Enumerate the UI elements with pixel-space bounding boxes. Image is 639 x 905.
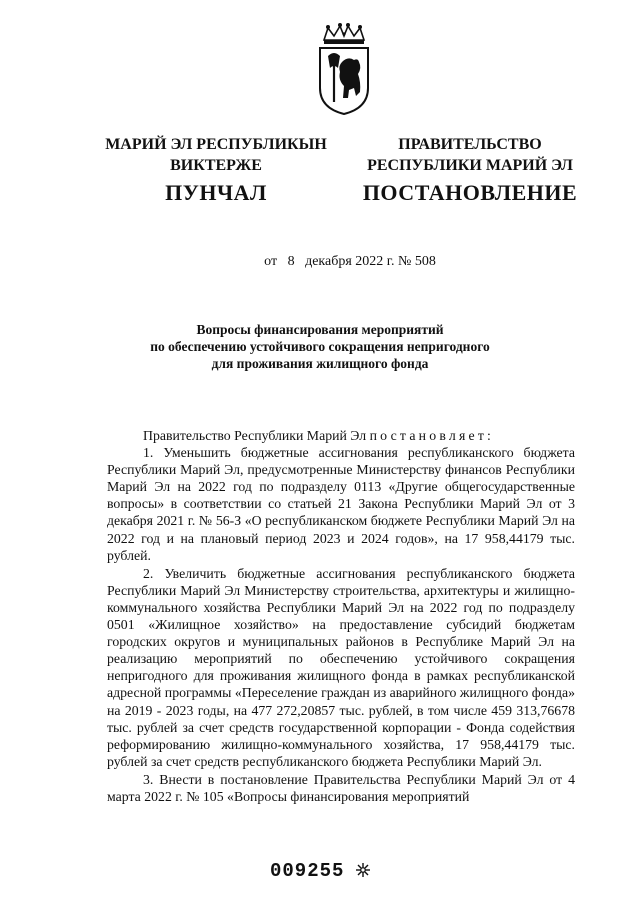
title-line: для проживания жилищного фонда xyxy=(211,356,429,371)
document-body xyxy=(107,427,575,806)
preamble xyxy=(107,427,575,444)
paragraph-2: 2. Увеличить бюджетные ассигнования республиканского бюджета Республики Марий Эл Министерству строительства, архитектуры и жилищно-коммунального хозяйства Республики Марий Эл на 2022 год по подразделу 0501 «Жилищное хозяйство» на предоставление субсидий бюджетам городских округов и муниципальных районов в Республике Марий Эл на реализацию мероприятий по обеспечению устойчивого сокращения непригодного для проживания жилищного фонда в рамках республиканской адресной программы «Переселение граждан из аварийного жилищного фонда» на 2019 - 2023 годы, на 477 272,20857 тыс. рублей, в том числе 459 313,76678 тыс. рублей за счет средств государственной корпорации - Фонда содействия реформированию жилищно-коммунального хозяйства, 17 958,44179 тыс. рублей за счет средств республиканского бюджета Республики Марий Эл. xyxy=(107,565,575,769)
header-mari-doc-type: ПУНЧАЛ xyxy=(165,180,267,205)
title-line: по обеспечению устойчивого сокращения непригодного xyxy=(150,339,490,354)
header-russian-doc-type: ПОСТАНОВЛЕНИЕ xyxy=(362,180,578,205)
serial-number: 009255 xyxy=(270,860,345,882)
header-russian-block xyxy=(350,134,590,203)
preamble-text: Правительство Республики Марий Эл xyxy=(143,428,370,443)
header-mari-line1: МАРИЙ ЭЛ РЕСПУБЛИКЫН xyxy=(105,136,327,153)
header-russian-line1: ПРАВИТЕЛЬСТВО xyxy=(398,136,542,153)
preamble-decree-word: постановляет: xyxy=(369,428,495,443)
serial-star-icon xyxy=(355,862,371,878)
paragraph-3: 3. Внести в постановление Правительства Республики Марий Эл от 4 марта 2022 г. № 105 «Вопросы финансирования мероприятий xyxy=(107,771,575,804)
document-title xyxy=(130,321,510,372)
header-mari-block xyxy=(96,134,336,203)
paragraph-1: 1. Уменьшить бюджетные ассигнования республиканского бюджета Республики Марий Эл, предусмотренные Министерству финансов Республики Марий Эл на 2022 год по подразделу 0113 «Другие общегосударственные вопросы» в соответствии со статьей 21 Закона Республики Марий Эл от 3 декабря 2021 г. № 56-З «О республиканском бюджете Республики Марий Эл на 2022 год и на плановый период 2023 и 2024 годов», на 17 958,44179 тыс. рублей. xyxy=(107,445,575,563)
coat-of-arms-emblem xyxy=(316,22,372,116)
header-russian-line2: РЕСПУБЛИКИ МАРИЙ ЭЛ xyxy=(367,157,573,174)
title-line: Вопросы финансирования мероприятий xyxy=(196,322,444,337)
document-date-number: от 8 декабря 2022 г. № 508 xyxy=(264,254,436,269)
header-mari-line2: ВИКТЕРЖЕ xyxy=(170,157,262,174)
